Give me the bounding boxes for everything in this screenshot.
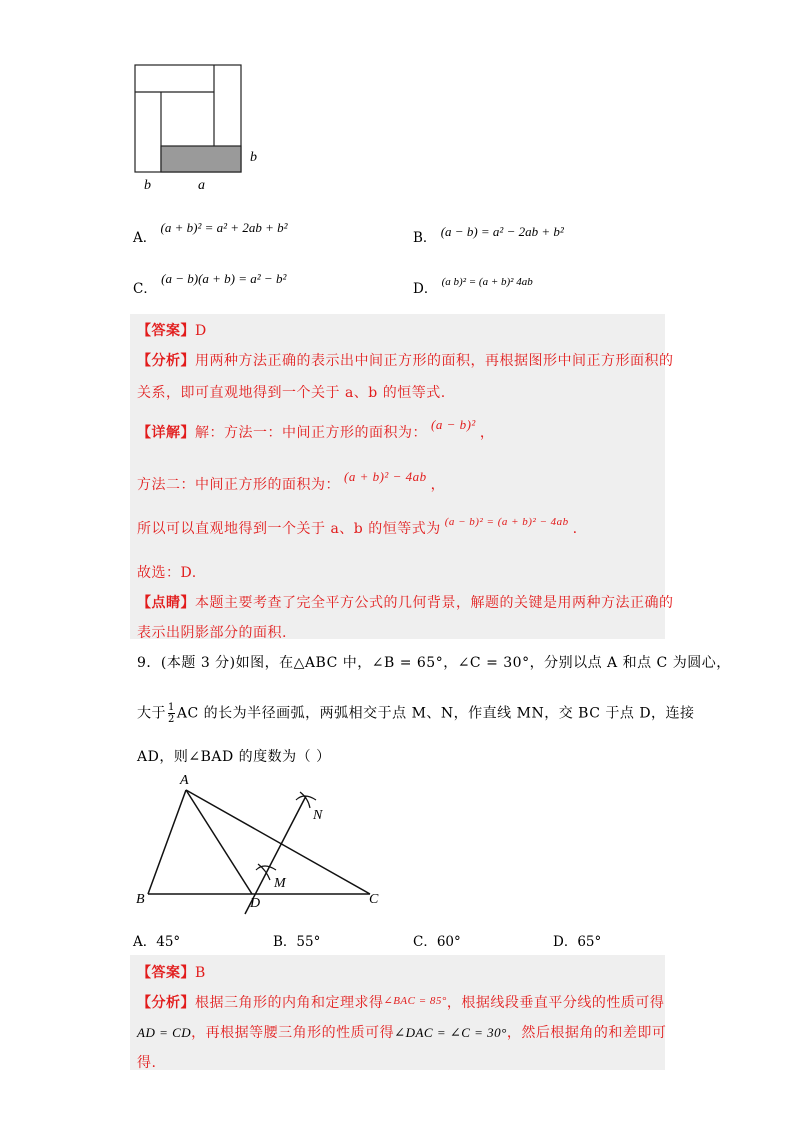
segment-ad (186, 790, 252, 894)
q9-option-d: D．65° (553, 934, 602, 950)
option-letter: B． (413, 230, 437, 246)
q8-option-a (133, 220, 288, 246)
q8-analysis-line1: 【分析】用两种方法正确的表示出中间正方形的面积，再根据图形中间正方形面积的 (137, 353, 674, 369)
analysis-tag: 【分析】 (137, 353, 195, 369)
fraction-one-half: $\frac{1}{2}$ (168, 702, 175, 725)
point-n-label: N (313, 808, 323, 823)
q8-comment-line1: 【点睛】本题主要考查了完全平方公式的几何背景，解题的关键是用两种方法正确的 (137, 595, 674, 611)
q8-option-b (413, 226, 564, 246)
q9-analysis-line3: 得. (137, 1055, 157, 1071)
q8-comment-line2: 表示出阴影部分的面积. (137, 625, 287, 641)
side-ab (148, 790, 186, 894)
answer-value: D (195, 323, 207, 339)
triangle-diagram (130, 770, 400, 920)
label-b-bottom: b (144, 178, 151, 193)
point-b-label: B (136, 892, 145, 907)
q9-analysis-line1: 【分析】根据三角形的内角和定理求得$^{\angle BAC = 85^\circ}$，根据线段垂直平分线的性质可得 (137, 995, 665, 1011)
option-letter: C． (133, 281, 157, 297)
q9-answer (137, 962, 206, 982)
analysis-tag: 【分析】 (137, 995, 195, 1011)
comment-tag: 【点睛】 (137, 595, 195, 611)
q9-option-c: C．60° (413, 934, 461, 950)
q9-analysis-line2: AD = CD，再根据等腰三角形的性质可得∠DAC = ∠C = 30°，然后根据角的和差即可 (137, 1025, 667, 1041)
label-a-bottom: a (198, 178, 205, 193)
option-letter: D． (413, 281, 438, 297)
q9-stem-line2: 大于 $\frac{1}{2}$ AC 的长为半径画弧，两弧相交于点 M、N，作直线 MN，交 BC 于点 D，连接 (137, 702, 695, 725)
q9-option-b: B．55° (273, 934, 321, 950)
option-formula: (a − b) = a² − 2ab + b² (440, 224, 564, 239)
q8-option-c (133, 271, 287, 297)
detail-tag: 【详解】 (137, 425, 195, 441)
point-m-label: M (274, 876, 286, 891)
q8-option-d (413, 277, 533, 297)
point-d-label: D (250, 896, 261, 911)
option-letter: A． (133, 230, 157, 246)
answer-tag: 【答案】 (137, 323, 195, 339)
option-formula: (a − b)(a + b) = a² − b² (161, 271, 287, 286)
q8-detail-line1: 【详解】解：方法一：中间正方形的面积为：(a − b)²， (137, 417, 495, 441)
label-b-right: b (250, 150, 257, 165)
q9-option-a: A．45° (133, 934, 181, 950)
q8-answer (137, 320, 207, 340)
q8-detail-line2: 方法二：中间正方形的面积为：(a + b)² − 4ab， (137, 469, 446, 493)
detail-formula-3: (a − b)² = (a + b)² − 4ab (444, 516, 569, 528)
option-formula: (a + b)² = a² + 2ab + b² (160, 220, 288, 235)
point-c-label: C (369, 892, 379, 907)
answer-value: B (195, 965, 206, 981)
point-a-label: A (180, 773, 189, 788)
q9-stem-line3: AD，则∠BAD 的度数为（ ） (137, 749, 331, 765)
q9-stem-line1: 9．(本题 3 分)如图，在△ABC 中，∠B = 65°，∠C = 30°，分别以点 A 和点 C 为圆心， (137, 655, 731, 671)
arc-m (256, 866, 276, 870)
detail-formula-1: (a − b)² (431, 417, 476, 432)
detail-formula-2: (a + b)² − 4ab (344, 469, 427, 484)
q8-analysis-line2: 关系，即可直观地得到一个关于 a、b 的恒等式. (137, 385, 446, 401)
q9-solution-panel (130, 955, 665, 1070)
shaded-rect (161, 146, 241, 172)
q8-detail-line4: 故选：D. (137, 565, 197, 581)
q8-detail-line3: 所以可以直观地得到一个关于 a、b 的恒等式为 $^{(a - b)^2 = (a + b)^2 - 4ab}$ . (137, 516, 578, 537)
answer-tag: 【答案】 (137, 965, 195, 981)
option-formula: (a b)² = (a + b)² 4ab (441, 276, 533, 288)
